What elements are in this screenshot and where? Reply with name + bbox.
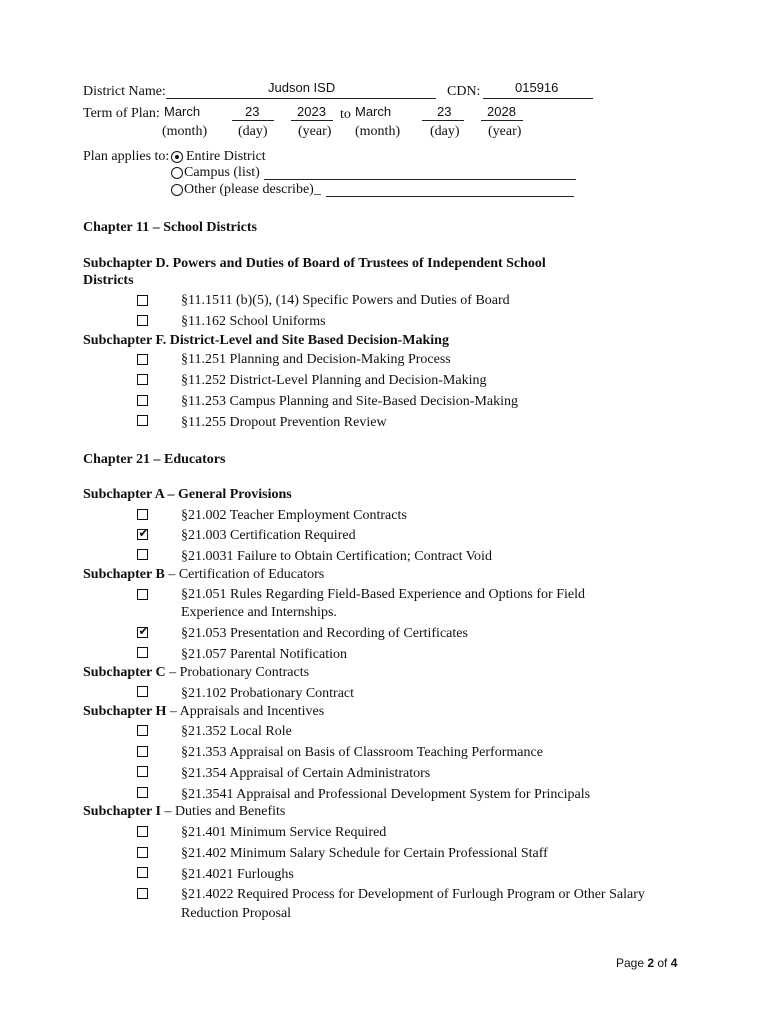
end-year-field[interactable]: 2028: [487, 104, 516, 119]
checkbox-21-401[interactable]: [137, 826, 148, 837]
item-21-051-label-cont: Experience and Internships.: [181, 605, 337, 620]
to-label: to: [340, 107, 351, 122]
subchapter-d-heading: Subchapter D. Powers and Duties of Board of Trustees of Independent School: [83, 256, 546, 271]
item-11-162-label: §11.162 School Uniforms: [181, 314, 326, 329]
subchapter-i-title: – Duties and Benefits: [160, 804, 286, 819]
district-name-label: District Name:: [83, 84, 166, 99]
checkbox-11-251[interactable]: [137, 354, 148, 365]
checkbox-21-102[interactable]: [137, 686, 148, 697]
start-day-caption: (day): [238, 124, 268, 139]
end-day-caption: (day): [430, 124, 460, 139]
subchapter-f-heading: Subchapter F. District-Level and Site Based Decision-Making: [83, 333, 449, 348]
start-year-underline: [291, 120, 333, 121]
checkbox-11-252[interactable]: [137, 374, 148, 385]
start-year-caption: (year): [298, 124, 332, 139]
term-of-plan-label: Term of Plan:: [83, 106, 160, 121]
item-21-057-label: §21.057 Parental Notification: [181, 647, 348, 662]
subchapter-h-heading: [83, 704, 324, 720]
item-11-252-label: §11.252 District-Level Planning and Decision-Making: [181, 373, 487, 388]
cdn-underline: [483, 98, 593, 99]
item-21-352-label: §21.352 Local Role: [181, 724, 292, 739]
subchapter-d-heading-cont: Districts: [83, 273, 134, 288]
radio-selected-dot: [175, 155, 180, 160]
other-describe-underline: [326, 196, 574, 197]
checkbox-21-353[interactable]: [137, 746, 148, 757]
checkbox-21-402[interactable]: [137, 847, 148, 858]
other-radio[interactable]: [171, 184, 183, 196]
item-21-3541-label: §21.3541 Appraisal and Professional Development System for Principals: [181, 787, 591, 802]
start-day-field[interactable]: 23: [245, 104, 260, 119]
subchapter-b-title: – Certification of Educators: [164, 567, 325, 582]
item-11-251-label: §11.251 Planning and Decision-Making Process: [181, 352, 451, 367]
end-year-caption: (year): [488, 124, 522, 139]
checkbox-21-4022[interactable]: [137, 888, 148, 899]
checkbox-11-1511[interactable]: [137, 295, 148, 306]
item-21-402-label: §21.402 Minimum Salary Schedule for Certain Professional Staff: [181, 846, 548, 861]
checkbox-21-352[interactable]: [137, 725, 148, 736]
start-year-field[interactable]: 2023: [297, 104, 326, 119]
item-21-102-label: §21.102 Probationary Contract: [181, 686, 355, 701]
subchapter-b-heading: [83, 567, 324, 583]
start-month-caption: (month): [162, 124, 208, 139]
subchapter-h-name: Subchapter H: [83, 704, 167, 719]
district-name-field[interactable]: Judson ISD: [268, 80, 336, 95]
chapter-11-heading: Chapter 11 – School Districts: [83, 220, 257, 235]
checkbox-21-0031[interactable]: [137, 549, 148, 560]
subchapter-c-heading: [83, 665, 309, 681]
item-11-253-label: §11.253 Campus Planning and Site-Based Decision-Making: [181, 394, 518, 409]
item-21-4022-label-cont: Reduction Proposal: [181, 906, 292, 921]
item-21-354-label: §21.354 Appraisal of Certain Administrators: [181, 766, 431, 781]
entire-district-label: Entire District: [186, 149, 266, 164]
checkbox-21-354[interactable]: [137, 766, 148, 777]
subchapter-i-heading: [83, 804, 285, 820]
other-label: Other (please describe)_: [184, 182, 321, 197]
checkbox-21-3541[interactable]: [137, 787, 148, 798]
checkbox-21-003[interactable]: [137, 526, 149, 540]
checkbox-11-253[interactable]: [137, 395, 148, 406]
subchapter-i-name: Subchapter I: [83, 804, 161, 819]
plan-applies-label: Plan applies to:: [83, 149, 170, 164]
item-21-401-label: §21.401 Minimum Service Required: [181, 825, 387, 840]
entire-district-radio[interactable]: [171, 151, 183, 163]
district-name-underline: [166, 98, 436, 99]
item-21-003-label: §21.003 Certification Required: [181, 528, 356, 543]
checkbox-21-4021[interactable]: [137, 867, 148, 878]
checkbox-21-051[interactable]: [137, 589, 148, 600]
page-prefix: Page: [616, 956, 648, 970]
cdn-field[interactable]: 015916: [515, 80, 559, 95]
checkmark-icon: ✔: [138, 526, 149, 540]
subchapter-a-heading: Subchapter A – General Provisions: [83, 487, 292, 502]
item-21-4022-label: §21.4022 Required Process for Development of Furlough Program or Other Salary: [181, 887, 645, 902]
page-current: 2: [647, 956, 655, 970]
item-21-0031-label: §21.0031 Failure to Obtain Certification; Contract Void: [181, 549, 492, 564]
end-day-underline: [422, 120, 464, 121]
checkbox-11-255[interactable]: [137, 415, 148, 426]
item-21-002-label: §21.002 Teacher Employment Contracts: [181, 508, 407, 523]
end-day-field[interactable]: 23: [437, 104, 452, 119]
checkbox-21-002[interactable]: [137, 509, 148, 520]
item-11-1511-label: §11.1511 (b)(5), (14) Specific Powers and Duties of Board: [181, 293, 510, 308]
end-month-caption: (month): [355, 124, 401, 139]
subchapter-c-title: – Probationary Contracts: [165, 665, 310, 680]
start-month-field[interactable]: March: [164, 104, 201, 119]
page-total: 4: [670, 956, 678, 970]
chapter-21-heading: Chapter 21 – Educators: [83, 452, 226, 467]
checkbox-11-162[interactable]: [137, 315, 148, 326]
item-11-255-label: §11.255 Dropout Prevention Review: [181, 415, 387, 430]
item-21-353-label: §21.353 Appraisal on Basis of Classroom Teaching Performance: [181, 745, 543, 760]
campus-list-underline: [264, 179, 576, 180]
subchapter-h-title: – Appraisals and Incentives: [166, 704, 325, 719]
page-number: [616, 956, 677, 970]
end-month-field[interactable]: March: [355, 104, 392, 119]
checkbox-21-053[interactable]: [137, 624, 149, 638]
campus-label: Campus (list): [184, 165, 260, 180]
cdn-label: CDN:: [447, 84, 481, 99]
campus-radio[interactable]: [171, 167, 183, 179]
end-year-underline: [481, 120, 523, 121]
checkbox-21-057[interactable]: [137, 647, 148, 658]
checkmark-icon: ✔: [138, 624, 149, 638]
subchapter-b-name: Subchapter B: [83, 567, 165, 582]
page-of: of: [654, 956, 671, 970]
item-21-4021-label: §21.4021 Furloughs: [181, 867, 294, 882]
subchapter-c-name: Subchapter C: [83, 665, 166, 680]
item-21-053-label: §21.053 Presentation and Recording of Certificates: [181, 626, 468, 641]
item-21-051-label: §21.051 Rules Regarding Field-Based Experience and Options for Field: [181, 587, 585, 602]
start-day-underline: [232, 120, 274, 121]
